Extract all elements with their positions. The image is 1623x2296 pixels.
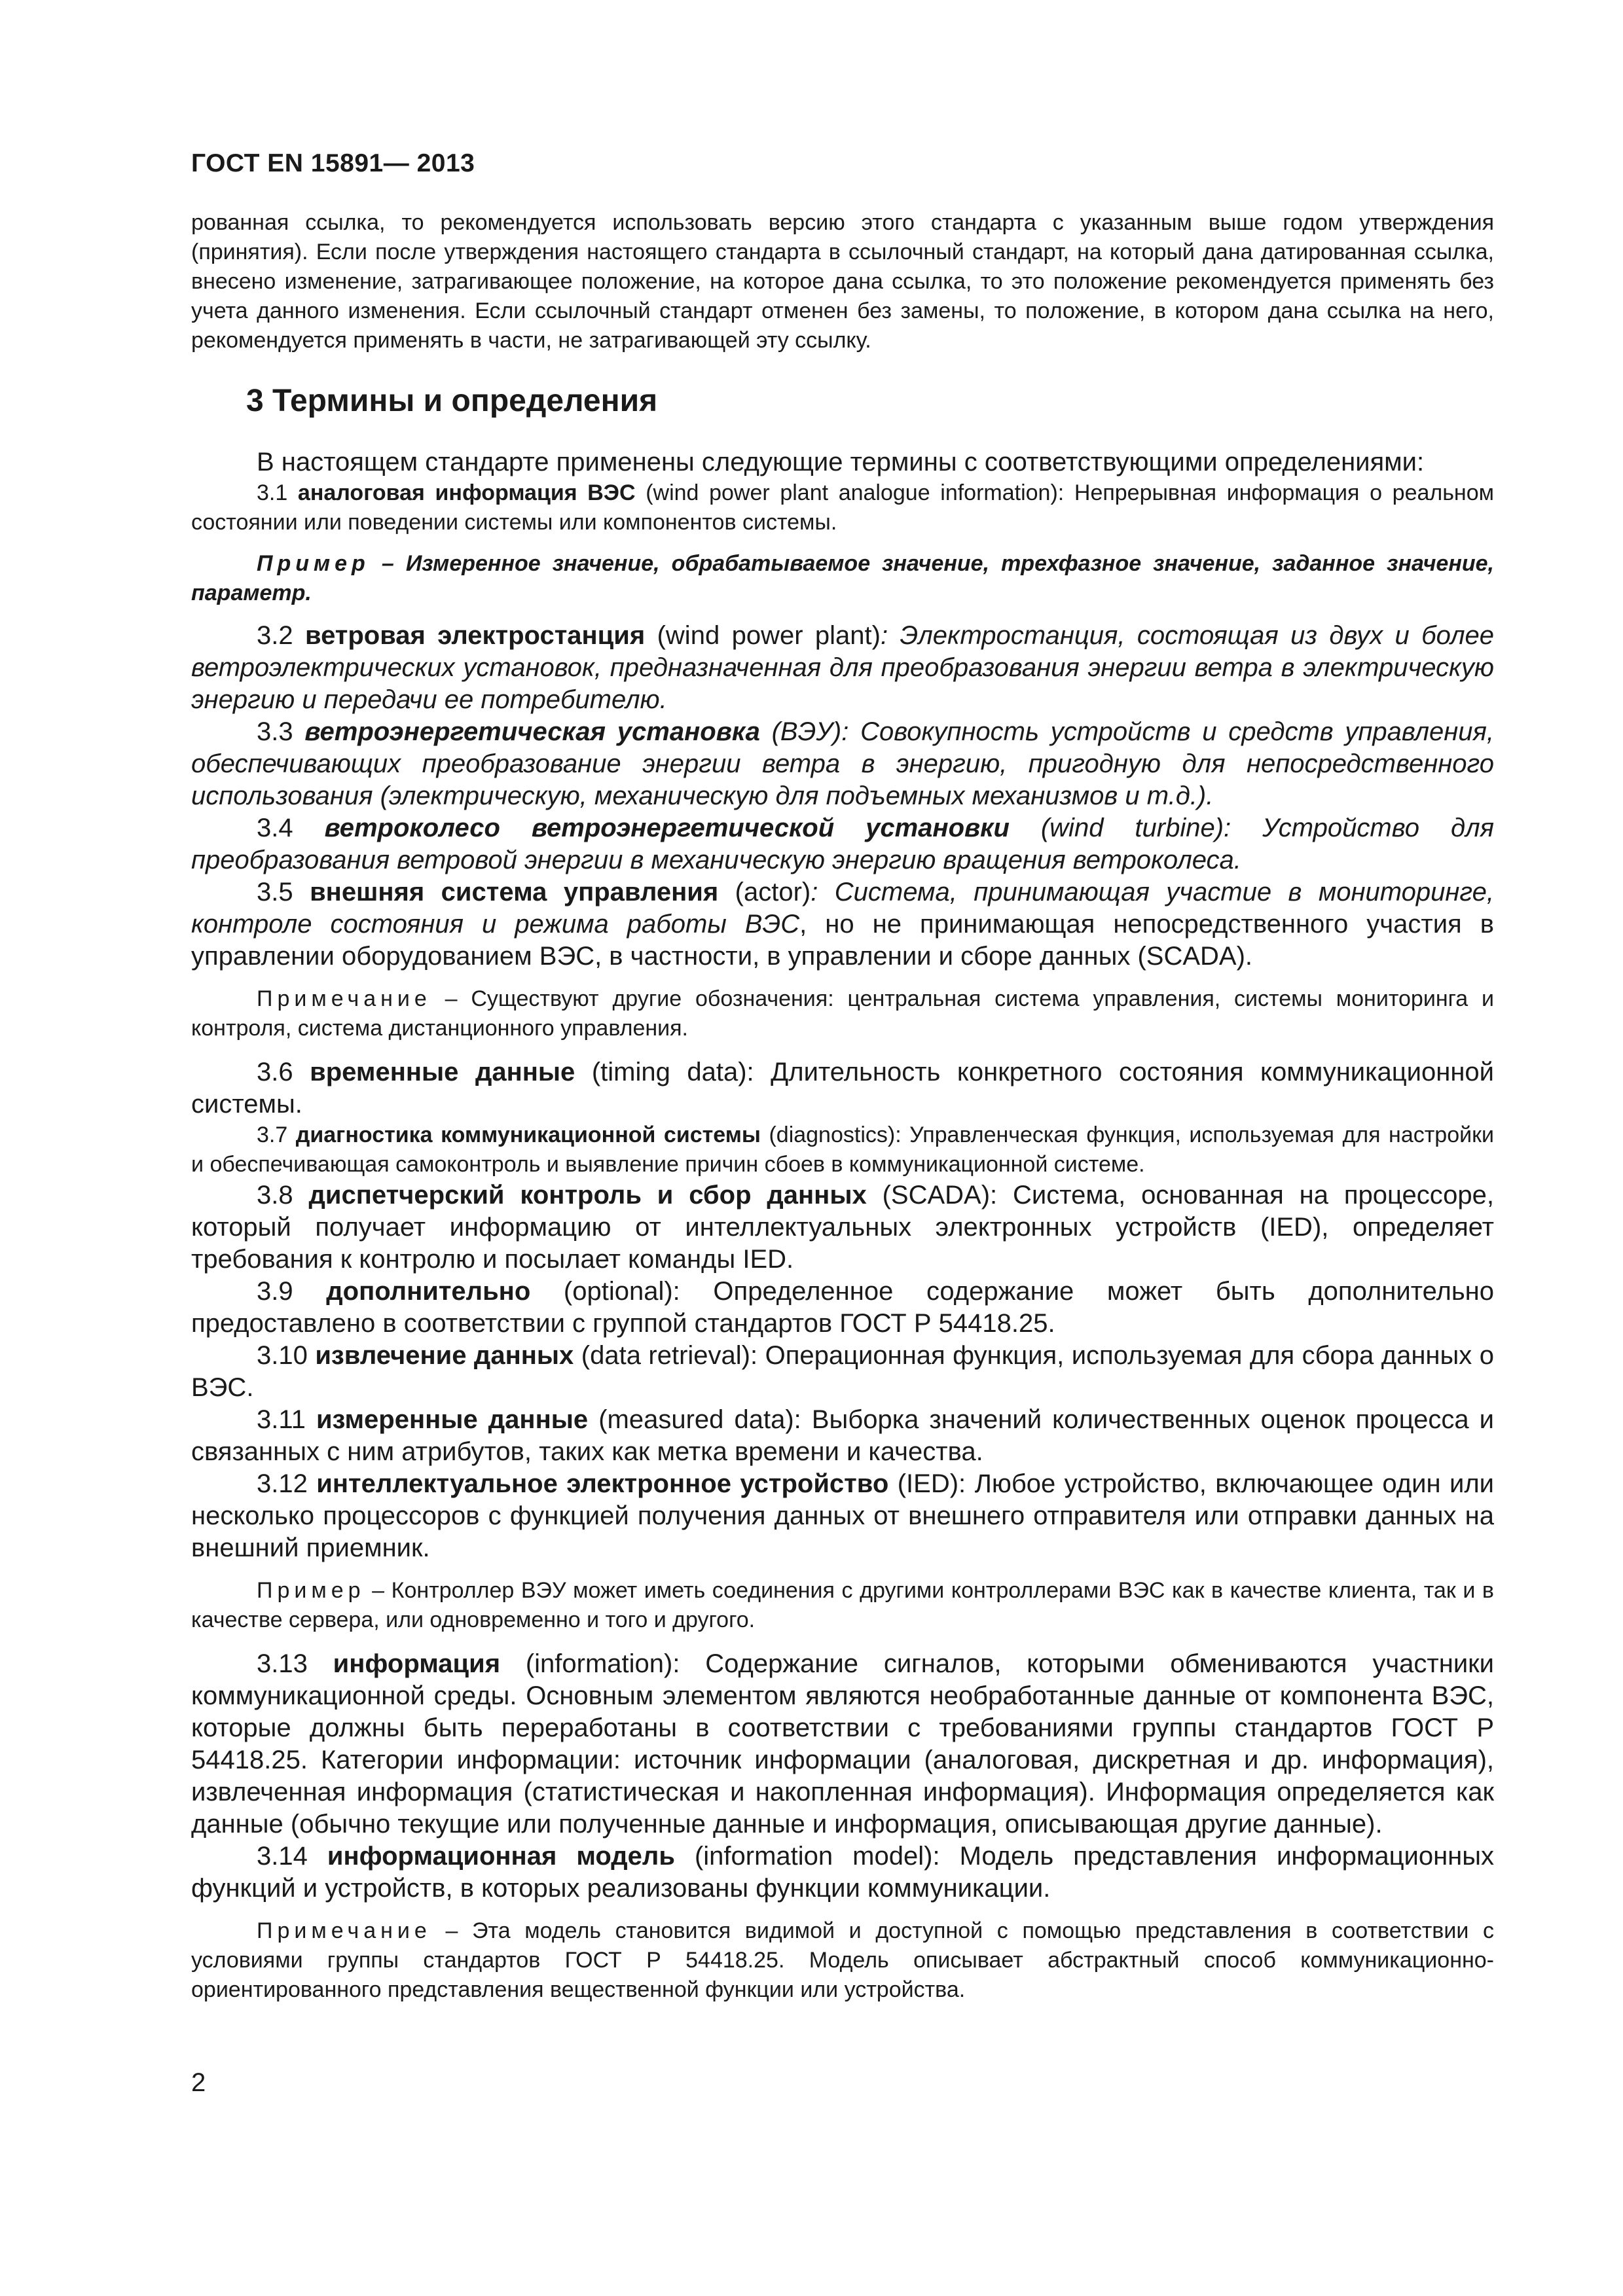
term-name: диагностика коммуникационной системы: [295, 1122, 761, 1147]
example-1: Пример – Измеренное значение, обрабатываемое значение, трехфазное значение, заданное значение, параметр.: [191, 551, 1494, 605]
example-2: Пример – Контроллер ВЭУ может иметь соединения с другими контроллерами ВЭС как в качестве клиента, так и в качестве сервера, или одновременно и того и другого.: [191, 1578, 1494, 1632]
term-3-5: 3.5 внешняя система управления (actor): Система, принимающая участие в мониторинге, контроле состояния и режима работы ВЭС, но не принимающая непосредственного участия в управлении оборудованием ВЭС, в частности, в управлении и сборе данных (SCADA).: [191, 878, 1495, 971]
example-label: Пример: [257, 551, 370, 576]
term-name: извлечение данных: [315, 1341, 574, 1370]
term-3-4: 3.4 ветроколесо ветроэнергетической установки (wind turbine): Устройство для преобразования ветровой энергии в механическую энергию вращения ветроколеса.: [191, 814, 1494, 874]
term-name: аналоговая информация ВЭС: [297, 480, 636, 505]
term-name: измеренные данные: [316, 1405, 589, 1434]
term-3-6: 3.6 временные данные (timing data): Длительность конкретного состояния коммуникационной системы.: [191, 1058, 1495, 1119]
intro-paragraph: рованная ссылка, то рекомендуется использовать версию этого стандарта с указанным выше годом утверждения (принятия). Если после утверждения настоящего стандарта в ссылочный стандарт, на который дана датированная ссылка, внесено изменение, затрагивающее положение, на которое дана ссылка, то это положение рекомендуется применять без учета данного изменения. Если ссылочный стандарт отменен без замены, то положение, в котором дана ссылка на него, рекомендуется применять в части, не затрагивающей эту ссылку.: [191, 210, 1494, 353]
term-name: дополнительно: [326, 1277, 531, 1306]
term-name: информационная модель: [327, 1842, 675, 1871]
section-heading: 3 Термины и определения: [246, 384, 658, 418]
page-content: [191, 208, 1494, 2005]
term-3-11: 3.11 измеренные данные (measured data): Выборка значений количественных оценок процесса и связанных с ним атрибутов, таких как метка времени и качества.: [191, 1405, 1495, 1466]
example-label: Пример: [257, 1578, 365, 1603]
term-name: информация: [333, 1649, 501, 1678]
section-lead: В настоящем стандарте применены следующие термины с соответствующими определениями:: [257, 448, 1425, 476]
term-3-10: 3.10 извлечение данных (data retrieval): Операционная функция, используемая для сбора данных о ВЭС.: [191, 1341, 1494, 1402]
term-3-2: 3.2 ветровая электростанция (wind power plant): Электростанция, состоящая из двух и более ветроэлектрических установок, предназначенная для преобразования энергии ветра в электрическую энергию и передачи ее потребителю.: [191, 621, 1495, 714]
page-number: 2: [191, 2068, 206, 2097]
term-name: ветровая электростанция: [305, 621, 646, 650]
term-name: временные данные: [310, 1058, 575, 1086]
note-2: Примечание – Эта модель становится видимой и доступной с помощью представления в соответствии с условиями группы стандартов ГОСТ Р 54418.25. Модель описывает абстрактный способ коммуникационно-ориентированного представления вещественной функции или устройства.: [191, 1918, 1494, 2002]
note-1: Примечание – Существуют другие обозначения: центральная система управления, системы мониторинга и контроля, система дистанционного управления.: [191, 986, 1494, 1041]
term-3-3: 3.3 ветроэнергетическая установка (ВЭУ): Совокупность устройств и средств управления, обеспечивающих преобразование энергии ветра в энергию, пригодную для непосредственного использования (электрическую, механическую для подъемных механизмов и т.д.).: [191, 717, 1494, 810]
term-3-14: 3.14 информационная модель (information model): Модель представления информационных функций и устройств, в которых реализованы функции коммуникации.: [191, 1842, 1494, 1903]
note-label: Примечание: [257, 1918, 431, 1943]
term-3-13: 3.13 информация (information): Содержание сигналов, которыми обмениваются участники коммуникационной среды. Основным элементом являются необработанные данные от компонента ВЭС, которые должны быть переработаны в соответствии с требованиями группы стандартов ГОСТ Р 54418.25. Категории информации: источник информации (аналоговая, дискретная и др. информация), извлеченная информация (статистическая и накопленная информация). Информация определяется как данные (обычно текущие или полученные данные и информация, описывающая другие данные).: [191, 1649, 1495, 1839]
term-name: внешняя система управления: [310, 878, 719, 906]
term-3-8: 3.8 диспетчерский контроль и сбор данных (SCADA): Система, основанная на процессоре, который получает информацию от интеллектуальных электронных устройств (IED), определяет требования к контролю и посылает команды IED.: [191, 1181, 1494, 1274]
term-name: диспетчерский контроль и сбор данных: [308, 1181, 867, 1210]
term-3-7: 3.7 диагностика коммуникационной системы (diagnostics): Управленческая функция, используемая для настройки и обеспечивающая самоконтроль и выявление причин сбоев в коммуникационной системе.: [191, 1122, 1494, 1177]
note-label: Примечание: [257, 986, 431, 1011]
term-3-1: 3.1 аналоговая информация ВЭС (wind power plant analogue information): Непрерывная информация о реальном состоянии или поведении системы или компонентов системы.: [191, 480, 1494, 535]
standard-code: ГОСТ EN 15891— 2013: [191, 149, 475, 177]
term-3-9: 3.9 дополнительно (optional): Определенное содержание может быть дополнительно предоставлено в соответствии с группой стандартов ГОСТ Р 54418.25.: [191, 1277, 1495, 1338]
term-name: интеллектуальное электронное устройство: [316, 1469, 889, 1498]
term-3-12: 3.12 интеллектуальное электронное устройство (IED): Любое устройство, включающее один или несколько процессоров с функцией получения данных от внешнего отправителя или отправки данных на внешний приемник.: [191, 1469, 1495, 1562]
term-name: ветроколесо ветроэнергетической установки: [324, 814, 1010, 842]
term-name: ветроэнергетическая установка: [304, 717, 760, 746]
